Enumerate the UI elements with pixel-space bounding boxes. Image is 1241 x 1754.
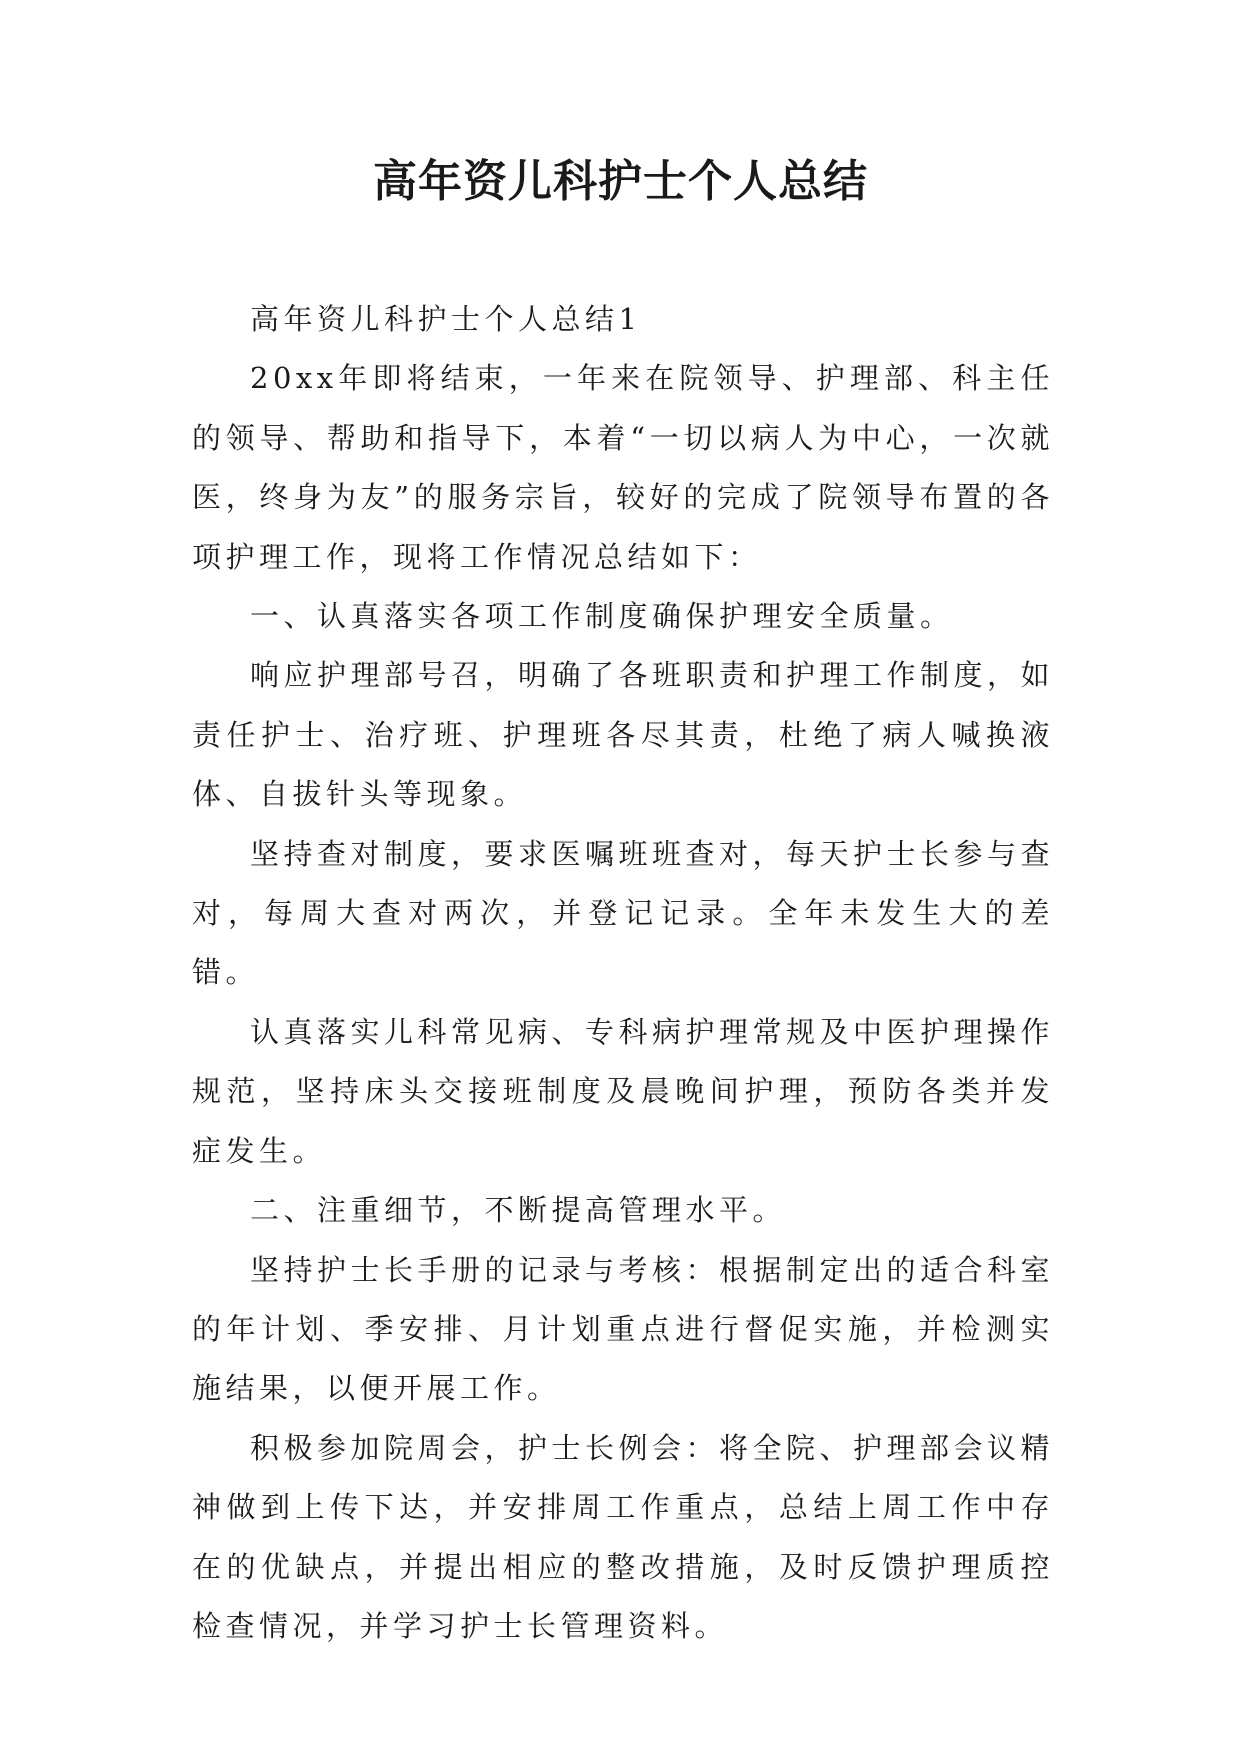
paragraph: 坚持查对制度，要求医嘱班班查对，每天护士长参与查对，每周大查对两次，并登记记录。全年未发生大的差错。 bbox=[192, 836, 1055, 990]
paragraph: 坚持护士长手册的记录与考核：根据制定出的适合科室的年计划、季安排、月计划重点进行督促实施，并检测实施结果，以便开展工作。 bbox=[192, 1252, 1055, 1406]
paragraph: 认真落实儿科常见病、专科病护理常规及中医护理操作规范，坚持床头交接班制度及晨晚间护理，预防各类并发症发生。 bbox=[192, 1014, 1055, 1168]
paragraph: 响应护理部号召，明确了各班职责和护理工作制度，如责任护士、治疗班、护理班各尽其责，杜绝了病人喊换液体、自拔针头等现象。 bbox=[192, 658, 1055, 812]
document-body bbox=[192, 290, 1054, 1656]
section-heading-1: 一、认真落实各项工作制度确保护理安全质量。 bbox=[250, 599, 954, 634]
paragraph-heading: 高年资儿科护士个人总结1 bbox=[250, 302, 642, 336]
paragraph-intro: 20xx年即将结束，一年来在院领导、护理部、科主任的领导、帮助和指导下，本着“一切以病人为中心，一次就医，终身为友”的服务宗旨，较好的完成了院领导布置的各项护理工作，现将工作情况总结如下： bbox=[192, 361, 1054, 574]
document-title: 高年资儿科护士个人总结 bbox=[373, 156, 868, 207]
section-heading-2: 二、注重细节，不断提高管理水平。 bbox=[250, 1193, 787, 1228]
paragraph: 积极参加院周会，护士长例会：将全院、护理部会议精神做到上传下达，并安排周工作重点，总结上周工作中存在的优缺点，并提出相应的整改措施，及时反馈护理质控检查情况，并学习护士长管理资料。 bbox=[192, 1430, 1055, 1643]
